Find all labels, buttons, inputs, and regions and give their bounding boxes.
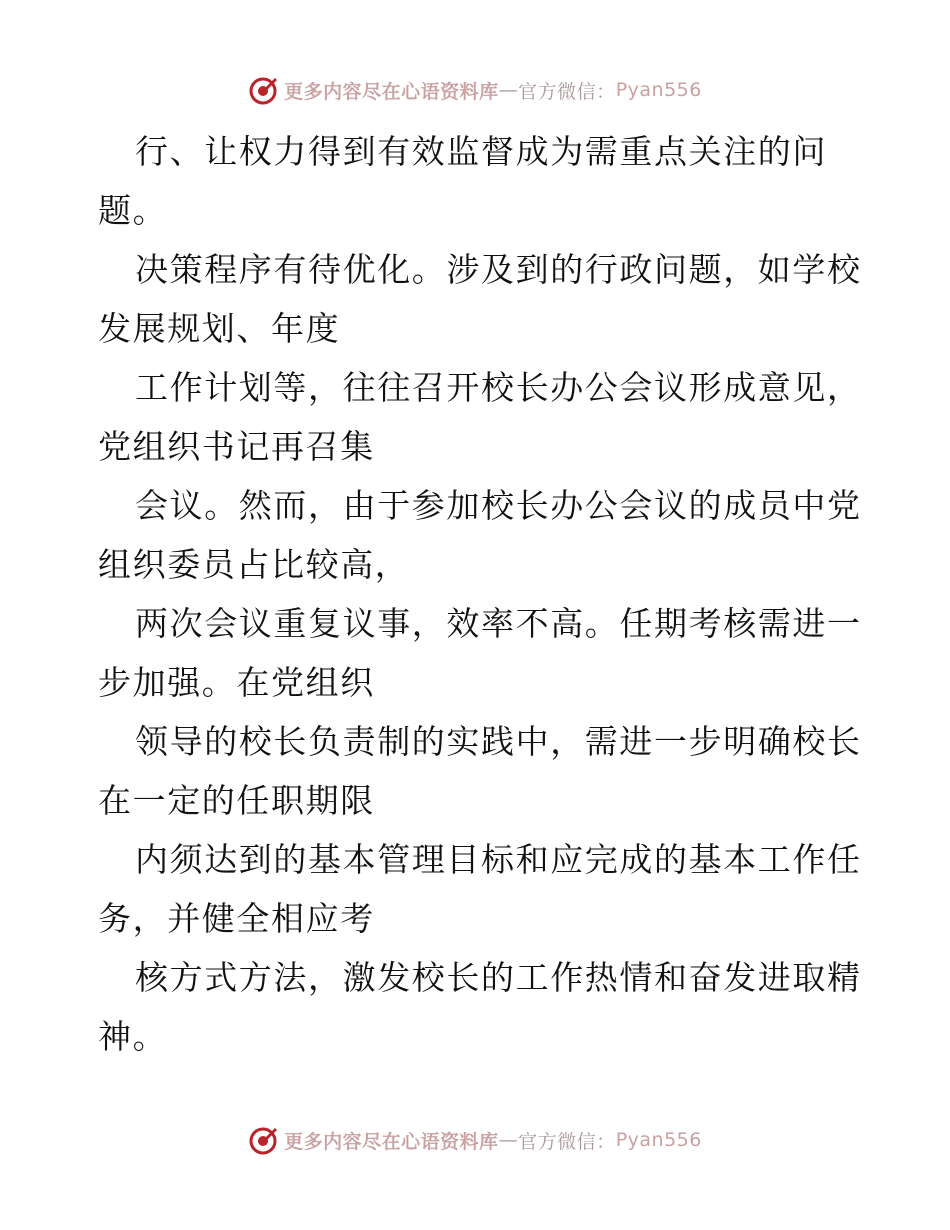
- body-text-line: 发展规划、年度: [98, 309, 341, 348]
- body-text-line: 领导的校长负责制的实践中，需进一步明确校长: [135, 722, 862, 761]
- body-text-line: 核方式方法，激发校长的工作热情和奋发进取精: [135, 958, 862, 997]
- body-text-line: 务，并健全相应考: [98, 899, 375, 938]
- body-text-line: 决策程序有待优化。涉及到的行政问题，如学校: [135, 250, 862, 289]
- banner-main-text: 更多内容尽在心语资料库: [284, 1130, 499, 1153]
- body-text-line: 工作计划等，往往召开校长办公会议形成意见，: [135, 368, 862, 407]
- body-text-line: 两次会议重复议事，效率不高。任期考核需进一: [135, 604, 862, 643]
- banner-separator: —: [498, 79, 519, 101]
- body-text-line: 神。: [98, 1017, 168, 1056]
- banner-wechat-id: Pyan556: [615, 1129, 702, 1151]
- quill-pen-logo-icon: [248, 75, 278, 105]
- banner-wechat-id: Pyan556: [615, 79, 702, 101]
- banner-text: [284, 1127, 702, 1154]
- header-watermark-banner: [0, 70, 950, 110]
- banner-separator: —: [498, 1129, 519, 1151]
- quill-pen-logo-icon: [248, 1125, 278, 1155]
- body-text-line: 行、让权力得到有效监督成为需重点关注的问: [135, 132, 827, 171]
- body-text-line: 题。: [98, 191, 168, 230]
- document-body: [98, 122, 862, 1066]
- banner-sub-text: 官方微信：: [518, 80, 616, 103]
- banner-text: [284, 77, 702, 104]
- body-text-line: 组织委员占比较高，: [98, 545, 410, 584]
- banner-sub-text: 官方微信：: [518, 1130, 616, 1153]
- body-text-line: 会议。然而，由于参加校长办公会议的成员中党: [135, 486, 862, 525]
- body-text-line: 党组织书记再召集: [98, 427, 375, 466]
- body-text-line: 在一定的任职期限: [98, 781, 375, 820]
- body-text-line: 步加强。在党组织: [98, 663, 375, 702]
- footer-watermark-banner: [0, 1120, 950, 1160]
- banner-main-text: 更多内容尽在心语资料库: [284, 80, 499, 103]
- body-text-line: 内须达到的基本管理目标和应完成的基本工作任: [135, 840, 862, 879]
